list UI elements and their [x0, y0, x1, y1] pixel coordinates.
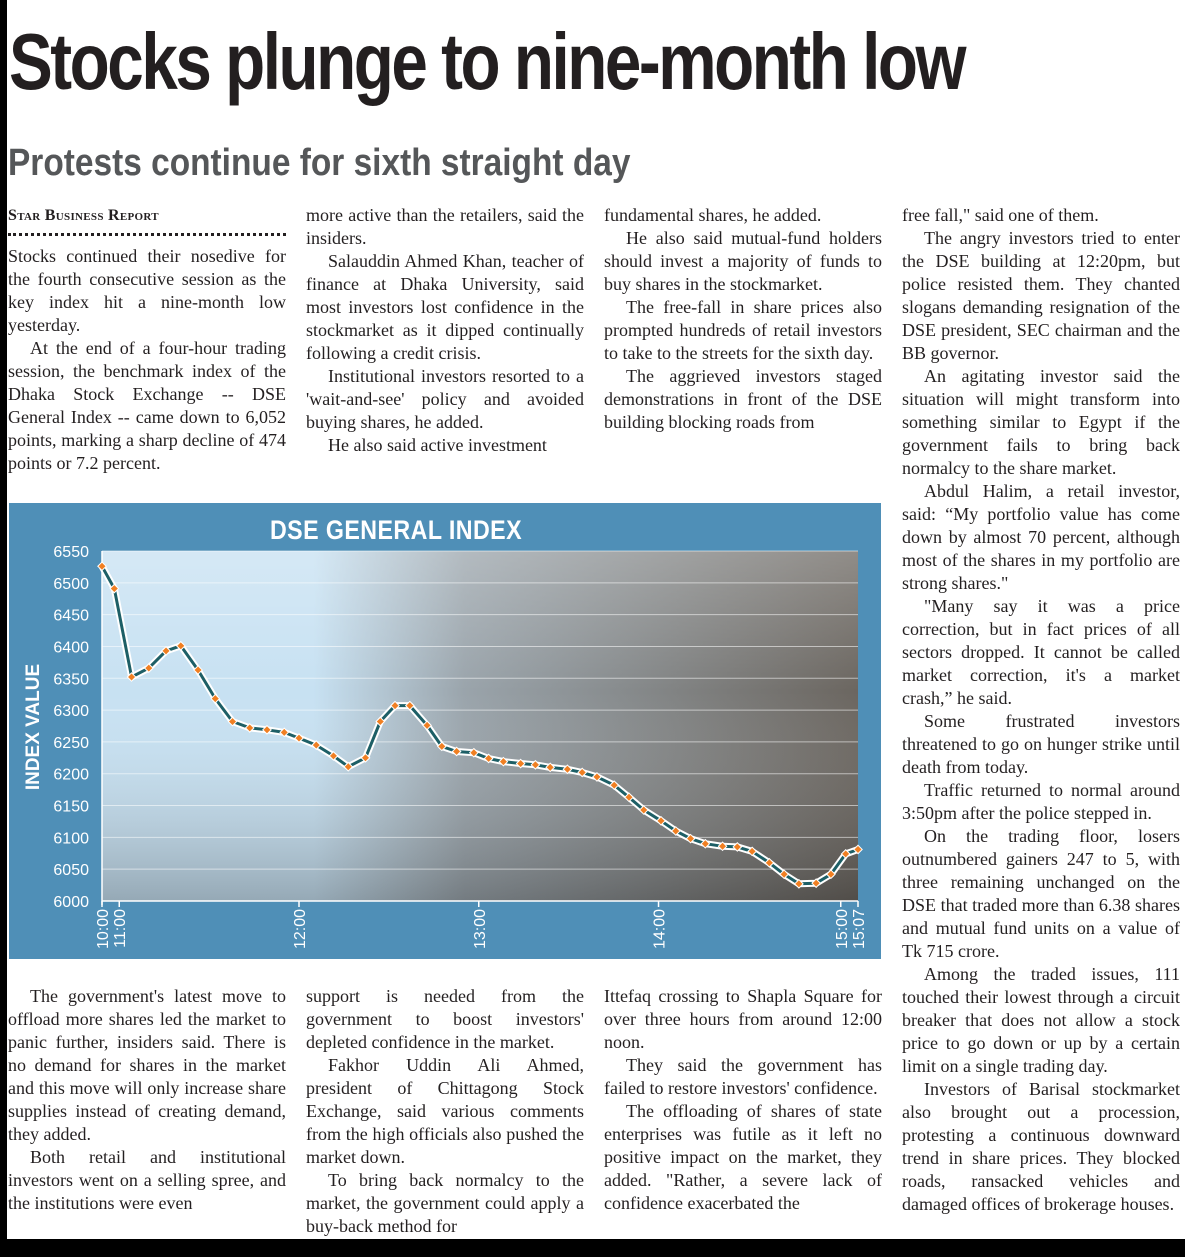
y-tick-label: 6450: [53, 607, 89, 625]
paragraph: The government's latest move to offload more shares led the market to panic further, insiders said. There is no demand for shares in the market and this move will only increase share supplies instead of creating demand, they added.: [8, 986, 286, 1144]
paragraph: Investors of Barisal stockmarket also brought out a procession, protesting a continuous downward trend in share prices. They blocked roads, ransacked vehicles and damaged offices of brokerage houses.: [902, 1079, 1180, 1214]
column-1-top: [8, 204, 286, 475]
dse-index-chart: [9, 503, 881, 959]
y-tick-label: 6100: [53, 830, 89, 848]
subheadline: Protests continue for sixth straight day: [8, 142, 631, 184]
x-tick-label: 10:00: [95, 909, 112, 950]
column-4: [902, 204, 1180, 1216]
x-tick-label: 12:00: [292, 909, 310, 950]
paragraph: The offloading of shares of state enterprises was futile as it left no positive impact on the market, they added. "Rather, a severe lack of confidence exacerbated the: [604, 1101, 882, 1213]
headline: Stocks plunge to nine-month low: [9, 17, 965, 106]
paragraph: An agitating investor said the situation will might transform into something similar to Egypt if the government fails to bring back normalcy to the share market.: [902, 366, 1180, 478]
column-3-bottom: [604, 985, 882, 1215]
paragraph: On the trading floor, losers outnumbered gainers 247 to 5, with three remaining unchanged on the DSE that traded more than 6.38 shares and mutual fund units on a value of Tk 715 crore.: [902, 826, 1180, 961]
y-tick-label: 6050: [53, 862, 89, 880]
y-tick-label: 6350: [53, 671, 89, 689]
newspaper-page: [7, 0, 1185, 1239]
y-tick-label: 6250: [53, 734, 89, 752]
paragraph: Stocks continued their nosedive for the fourth consecutive session as the key index hit a nine-month low yesterday.: [8, 246, 286, 335]
y-axis-label: INDEX VALUE: [23, 663, 44, 791]
x-tick-label: 15:00: [833, 909, 851, 950]
paragraph: fundamental shares, he added.: [604, 205, 822, 225]
paragraph: support is needed from the government to boost investors' depleted confidence in the market.: [306, 986, 584, 1052]
y-tick-label: 6300: [53, 703, 89, 721]
paragraph: He also said mutual-fund holders should invest a majority of funds to buy shares in the stockmarket.: [604, 228, 882, 294]
y-tick-label: 6500: [53, 575, 89, 593]
y-tick-label: 6200: [53, 766, 89, 784]
paragraph: Institutional investors resorted to a 'wait-and-see' policy and avoided buying shares, he added.: [306, 366, 584, 432]
y-tick-label: 6000: [53, 894, 89, 911]
column-2-top: [306, 204, 584, 457]
x-tick-label: 11:00: [112, 909, 130, 948]
paragraph: Both retail and institutional investors went on a selling spree, and the institutions were even: [8, 1147, 286, 1213]
column-2-bottom: [306, 985, 584, 1238]
x-tick-label: 13:00: [471, 909, 489, 950]
paragraph: He also said active investment: [328, 435, 547, 455]
y-tick-label: 6400: [53, 639, 89, 657]
x-tick-label: 14:00: [651, 909, 669, 950]
paragraph: Salauddin Ahmed Khan, teacher of finance at Dhaka University, said most investors lost confidence in the stockmarket as it dipped continually following a credit crisis.: [306, 251, 584, 363]
paragraph: They said the government has failed to restore investors' confidence.: [604, 1055, 882, 1098]
paragraph: The free-fall in share prices also prompted hundreds of retail investors to take to the streets for the sixth day.: [604, 297, 882, 363]
paragraph: The aggrieved investors staged demonstrations in front of the DSE building blocking roads from: [604, 366, 882, 432]
column-1-bottom: [8, 985, 286, 1215]
paragraph: Among the traded issues, 111 touched their lowest through a circuit breaker that does not allow a stock price to go down or up by a certain limit on a single trading day.: [902, 964, 1180, 1076]
byline: Star Business Report: [8, 207, 159, 224]
paragraph: Traffic returned to normal around 3:50pm after the police stepped in.: [902, 780, 1180, 823]
paragraph: Ittefaq crossing to Shapla Square for over three hours from around 12:00 noon.: [604, 986, 882, 1052]
byline-divider: [8, 233, 286, 236]
paragraph: The angry investors tried to enter the DSE building at 12:20pm, but police resisted them. They chanted slogans demanding resignation of the DSE president, SEC chairman and the BB governor.: [902, 228, 1180, 363]
paragraph: Abdul Halim, a retail investor, said: “My portfolio value has come down by almost 70 percent, although most of the shares in my portfolio are strong shares.": [902, 481, 1180, 593]
paragraph: free fall," said one of them.: [902, 205, 1099, 225]
paragraph: "Many say it was a price correction, but in fact prices of all sectors dropped. It cannot be called market correction, it's a market crash,” he said.: [902, 596, 1180, 708]
chart-canvas: [9, 503, 881, 959]
x-tick-label: 15:07: [851, 909, 868, 950]
paragraph: At the end of a four-hour trading session, the benchmark index of the Dhaka Stock Exchange -- DSE General Index -- came down to 6,052 points, marking a sharp decline of 474 points or 7.2 percent.: [8, 338, 286, 473]
y-tick-label: 6150: [53, 798, 89, 816]
chart-title: DSE GENERAL INDEX: [269, 515, 523, 545]
y-tick-label: 6550: [53, 544, 89, 561]
paragraph: To bring back normalcy to the market, the government could apply a buy-back method for: [306, 1170, 584, 1236]
column-3-top: [604, 204, 882, 434]
paragraph: Fakhor Uddin Ali Ahmed, president of Chittagong Stock Exchange, said various comments from the high officials also pushed the market down.: [306, 1055, 584, 1167]
paragraph: more active than the retailers, said the insiders.: [306, 205, 584, 248]
paragraph: Some frustrated investors threatened to go on hunger strike until death from today.: [902, 711, 1180, 777]
